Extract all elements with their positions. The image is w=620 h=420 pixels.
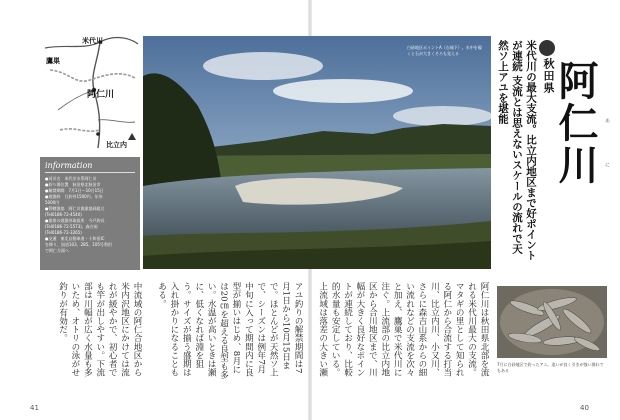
body-text-right: 阿仁川は秋田県北部を流れる米代川最大の支流。マタギの里として知られる阿仁から合流する打当川、比立内川、小又川、さらに森吉山系からの細い流れなどの支流を次々と加え、鷹巣で米代川に注ぐ。上流部の比立内地区から合川地区まで、川幅が大きく良好なポイントが連続しており、比較的水量も安定している。上流域は落差の大きい瀬 bbox=[318, 282, 489, 377]
info-line: (Tel0186-72-5573)、森吉屋 bbox=[45, 224, 98, 229]
info-line: 5000円 bbox=[45, 200, 60, 205]
body-text-left-2: 中流域の阿仁合地区から米内沢地区にかけては流れが緩やかで、初心者でも竿が出しやすい。下流部は川幅が広く水量も多いため、オトリの泳がせ釣りが有効だ。 bbox=[57, 282, 142, 377]
map-label-3: 比立内 bbox=[106, 141, 127, 149]
info-line: ●解禁期間 7月1日～10月15日 bbox=[45, 188, 104, 193]
info-title: information bbox=[45, 161, 135, 173]
info-line: ●遊漁料 日釣券1500円、年券 bbox=[45, 194, 103, 199]
info-line: ●釣り場位置 秋田県北秋田市 bbox=[45, 182, 101, 187]
info-line: ●河川名 米代川水系阿仁川 bbox=[45, 176, 97, 181]
prefecture-label: 秋田県 bbox=[542, 58, 555, 94]
info-line: で阿仁方面へ bbox=[45, 248, 69, 253]
map-label-aniriver: 阿仁川 bbox=[87, 90, 115, 100]
page-number-right: 40 bbox=[580, 404, 589, 412]
body-text-left: アユ釣りの解禁期間は7月1日から10月15日まで。ほとんどが天然ソ上で、シーズンは例年7月中旬に入って期間内に良型が揃いはじめ、8月には20㎝を超える良型も多い。水温が高いときは瀬に、低くなれば淵を狙う。サイズが揃う盛期は入れ掛かりになることもある。 bbox=[156, 282, 303, 379]
ruby-ni: に bbox=[604, 162, 610, 167]
prefecture-badge-icon bbox=[539, 40, 555, 56]
ayu-photo bbox=[497, 286, 607, 358]
information-box bbox=[40, 157, 140, 270]
photo-caption: 白砂地区ポイントA（右端下）。水中を覗くと石が大きくそろも見える bbox=[407, 45, 482, 56]
river-title: 阿仁川 bbox=[552, 60, 599, 186]
map-label-1: 米代川 bbox=[82, 37, 103, 45]
info-line: (Tel0186-72-4540) bbox=[45, 212, 82, 217]
info-line: ●最寄の遊漁券取扱所 今戸釣具 bbox=[45, 218, 105, 223]
river-photo bbox=[143, 36, 491, 269]
info-line: ●管轄漁協 阿仁川漁業協同組合 bbox=[45, 206, 105, 211]
info-line: ●交通 東北自動車道・十和田IC bbox=[45, 236, 105, 241]
ayu-photo-caption: 7月に白砂地区で釣ったアユ。追いが良く引きが強い群れでもある bbox=[497, 362, 604, 373]
info-line: (Tel0186-72-3265) bbox=[45, 230, 82, 235]
ruby-a: あ bbox=[604, 118, 610, 123]
article-subtitle: 米代川の最大支流。比立内地区まで好ポイントが連続 支流とは思えないスケールの流れで天然ソ上アユを堪能 bbox=[497, 40, 537, 261]
river-photo-graphic bbox=[143, 36, 491, 269]
page-number-left: 41 bbox=[30, 404, 39, 412]
ayu-photo-graphic bbox=[497, 286, 607, 358]
map-label-2: 鷹巣 bbox=[46, 57, 60, 65]
route-map bbox=[40, 30, 140, 152]
info-line: を降り、国道103、285、105号利用 bbox=[45, 242, 112, 247]
